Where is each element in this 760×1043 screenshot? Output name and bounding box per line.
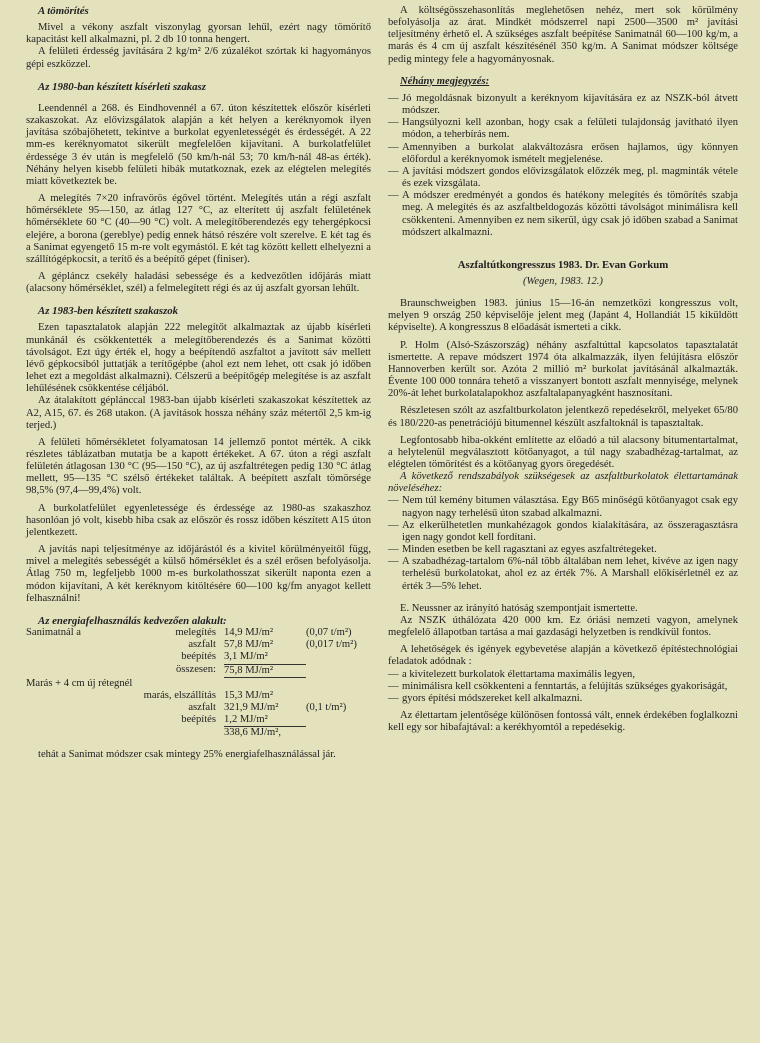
table-row (26, 714, 357, 727)
section-heading-1980: Az 1980-ban készített kísérleti szakasz (38, 80, 206, 93)
section-heading-energy: Az energiafelhasználás kedvezően alakult: (38, 614, 227, 627)
tasks-list (388, 669, 738, 705)
paragraph: A felületi hőmérsékletet folyamatosan 14 jellemző pontot mérték. A cikk részletes táblázatban mutatja be a kapott értékeket. A 67. úton a régi aszfalt felületén átlagosan 130 °C (95—150 °C), az új aszfaltrétegen pedig 130 °C átlag mellett, 95—135 °C szélső értékeket találtak. A beépített aszfalt tömörsége 98,5% (97,4—99,4%) volt. (26, 436, 371, 497)
paragraph: Részletesen szólt az aszfaltburkolaton jelentkező repedésekről, melyeket 65/80 és 180/220-as penetrációjú bitumennel készült aszfaltoknál is tapasztaltak. (388, 405, 738, 429)
table-cell: marás, elszállítás (143, 689, 216, 701)
table-cell: (0,07 t/m²) (306, 627, 352, 639)
list-item: — Az elkerülhetetlen munkahézagok gondos kialakítására, az összeragasztásra igen nagy gondot kell fordítani. (388, 520, 738, 544)
table-cell: 338,6 MJ/m², (224, 727, 282, 739)
list-item: — minimálisra kell csökkenteni a fenntartás, a felújítás szükséges gyakoriságát, (388, 681, 738, 693)
article-source: (Wegen, 1983. 12.) (523, 275, 603, 287)
list-item: — Hangsúlyozni kell azonban, hogy csak a felületi tulajdonság javítható ilyen módon, a teherbírás nem. (388, 117, 738, 141)
list-item: — A módszer eredményét a gondos és hatékony melegítés és tömörítés szabja meg. A melegítés és az aszfaltbeldogozás közötti távolságot minimálisra kell csökkenteni. Amennyiben ez nem sikerül, úgy csak jó időben szabad a Sanimat módszert alkalmazni. (388, 190, 738, 239)
table-row (26, 727, 357, 740)
rules-list (388, 495, 738, 592)
list-item: — gyors építési módszereket kell alkalmazni. (388, 693, 738, 705)
table-cell: aszfalt (188, 639, 216, 651)
table-cell (306, 651, 357, 664)
table-cell: 321,9 MJ/m² (224, 701, 279, 713)
table-cell: Sanimatnál a (26, 627, 82, 639)
table-cell: melegítés (175, 627, 216, 639)
table-cell (26, 714, 104, 727)
table-cell (26, 639, 104, 651)
table-row (26, 677, 357, 690)
list-item: — Jó megoldásnak bizonyult a keréknyom kijavítására ez az NSZK-ból átvett módszer. (388, 93, 738, 117)
table-cell: (0,1 t/m²) (306, 701, 347, 713)
paragraph: A költségösszehasonlítás meglehetősen nehéz, mert sok körülmény befolyásolja az árat. Mindkét módszerrel napi 2500—3500 m² javítási teljesítmény érhető el. A szükséges aszfalt beépítése Sanimatnál 60—100 kg/m, a marás és 4 cm új aszfalt készítésénél 350 kg/m. A Sanimat módszer költsége pedig mintegy fele a hagyományosnak. (388, 5, 738, 65)
table-cell: 15,3 MJ/m² (224, 689, 274, 701)
table-cell: beépítés (181, 651, 216, 663)
left-column (26, 0, 371, 762)
paragraph: Az élettartam jelentősége különösen fontossá vált, ennek érdekében foglalkozni kell egy sor hibafajtával: a kerékhyomtól a repedésekig. (388, 709, 738, 734)
table-cell (26, 664, 104, 677)
table-cell: 57,8 MJ/m² (224, 639, 274, 651)
paragraph: Mivel a vékony aszfalt viszonylag gyorsan lehűl, ezért nagy tömörítő kapacitást kell alkalmazni, pl. 2 db 10 tonna hengert. (26, 22, 371, 46)
paragraph: A javítás napi teljesítménye az időjárástól és a kivitel körülményeitől függ, mivel a melegítés sebességét a külső hőmérséklet és a szél erősen befolyásolja. Átlag 750 m, legfeljebb 1000 m-es burkolathosszat sikerült naponta ezen a módon kijavítani, A két keréknyom kitöltésére 60—100 kg/fm anyagot kellett felhasználni! (26, 544, 371, 604)
table-cell (26, 690, 104, 702)
table-cell: (0,017 t/m²) (306, 639, 357, 651)
paragraph: E. Neussner az irányító hatóság szempontjait ismertette. (400, 602, 638, 614)
article-title: Aszfaltútkongresszus 1983. Dr. Evan Gorkum (457, 258, 669, 271)
paragraph: Braunschweigben 1983. június 15—16-án nemzetközi kongresszus volt, melyen 9 ország 250 képviselője jelent meg (Japánt 4, Hollandiát 15 kiküldött képviselte). A kongresszus 8 előadását ismerteti a cikk. (388, 298, 738, 334)
table-cell: aszfalt (188, 701, 216, 713)
table-cell: 14,9 MJ/m² (224, 627, 274, 639)
table-cell (306, 664, 357, 677)
paragraph: Az NSZK úthálózata 420 000 km. Ez óriási nemzeti vagyon, amelynek megfelelő állapotban tartása a mai gazdasági helyzetben is rendkívül fontos. (388, 614, 738, 639)
paragraph: A burkolatfelület egyenletessége és érdessége az 1980-as szakaszhoz hasonlóan jó volt, kisebb hiba csak az először és rossz időben készített A15 úton jelentkezett. (26, 502, 371, 538)
table-cell (26, 727, 104, 740)
table-row (26, 690, 357, 702)
table-cell: 3,1 MJ/m² (224, 651, 306, 664)
table-cell (104, 727, 224, 740)
table-row (26, 664, 357, 677)
table-cell (306, 714, 357, 727)
table-cell: 1,2 MJ/m² (224, 714, 306, 727)
table-cell (306, 727, 357, 740)
paragraph: tehát a Sanimat módszer csak mintegy 25% energiafelhasználással jár. (38, 749, 336, 761)
list-item: — Nem túl kemény bitumen választása. Egy B65 minőségű kötőanyagot csak egy nagyon nagy terhelésű úton szabad alkalmazni. (388, 495, 738, 519)
table-cell (26, 702, 104, 714)
paragraph: P. Holm (Alsó-Szászország) néhány aszfaltúttal kapcsolatos tapasztalatát ismertette. A repave módszert 1974 óta alkalmazzák, ilyen felújításra először Hannoverben került sor. Azóta 2 millió m² burkolat javításánál alkalmazták. Évente 100 000 tonnára tehető a visszanyert bontott aszfalt mennyisége, melynek 20%-át lehet burkolatalapokhoz aszfaltalapanyagként hasznosítani. (388, 339, 738, 400)
list-item: — A javítási módszert gondos elővizsgálatok előzzék meg, pl. magminták vétele és ezek vizsgálata. (388, 166, 738, 190)
list-item: — a kivitelezett burkolatok élettartama maximális legyen, (388, 669, 738, 681)
paragraph: A felületi érdesség javítására 2 kg/m² 2/6 zúzalékot szórtak ki hagyományos gépi eszközzel. (26, 46, 371, 70)
list-item: — Amennyiben a burkolat alakváltozásra erősen hajlamos, úgy könnyen előfordul a keréknyomok ismételt megjelenése. (388, 142, 738, 166)
table-cell: összesen: (175, 664, 216, 675)
section-heading-compaction: A tömörítés (38, 5, 89, 17)
paragraph: A következő rendszabályok szükségesek az aszfaltburkolatok élettartamának növeléséhez: (388, 471, 738, 495)
table-row (26, 639, 357, 651)
right-column (388, 0, 738, 734)
table-row (26, 627, 357, 639)
table-cell: 75,8 MJ/m² (224, 664, 306, 677)
paragraph: Ezen tapasztalatok alapján 222 melegítőt alkalmaztak az újabb kísérleti munkánál és csökkentették a melegítőberendezés és a Sanimat közötti távolságot. Ezt úgy érték el, hogy a beépítendő aszfaltot a javított sáv mellett lévő gépkocsiból juttatják a terítőgépbe (ahol ezt nem lehet, ott csak jó időben lehet ezt a megoldást alkalmazni). Célszerű a beépítőgép melegítése is az aszfalt lehűlésének csökkentése céljából. (26, 322, 371, 395)
list-item: — A szabadhézag-tartalom 6%-nál több általában nem lehet, kivéve az igen nagy terhelésű burkolatokat, ahol ez az érték 7%. A Marshall előkísérletnél ez az érték 3—5% lehet. (388, 556, 738, 592)
energy-table (26, 627, 357, 739)
table-row (26, 702, 357, 714)
paragraph: A gépláncz csekély haladási sebessége és a kedvezőtlen időjárás miatt (alacsony hőmérséklet, szél) a felmelegített régi és az új aszfalt gyorsan lehűlt. (26, 270, 371, 295)
paragraph: Legfontosabb hiba-okként említette az előadó a túl alacsony bitumentartalmat, a helytelenül megválasztott kötőanyagot, a túl nagy szabadhézag-tartalmat, az elégtelen tömörítést és a kötőanyag gyors öregedését. (388, 434, 738, 470)
paragraph: Leendennél a 268. és Eindhovennél a 67. úton készítettek először kísérleti szakaszokat. Az elővizsgálatok alapján a két helyen a keréknyomok ilyen javítása szóbajöhetett, tekintve a burkolat egyenletességét és érdességét. A 22 mm-es keréknyomatot sikerült megfelelően kijavítani. A burkolatfelület érdessége 3 év után is megfelelő (50 km/h-nál 53; 70 km/h-nál 48-as érték). Néhány helyen kisebb felületi hibák mutatkoznak, ezek az elégtelen melegítés miatt következtek be. (26, 102, 371, 187)
notes-list (388, 93, 738, 239)
table-cell: beépítés (181, 714, 216, 726)
table-cell: Marás + 4 cm új rétegnél (26, 677, 133, 689)
notes-heading: Néhány megjegyzés: (400, 75, 490, 87)
table-cell (26, 651, 104, 664)
table-cell (306, 690, 357, 702)
paragraph: A melegítés 7×20 infravörös égővel történt. Melegítés után a régi aszfalt hőmérséklete 95—150, az átlag 127 °C, az elterített új aszfalt felületének hőmérséklete 60 °C (40—90 °C) volt. A melegítőberendezés egy tehergépkocsi elejére, a borona (gereblye) pedig ennek hátsó részére volt szerelve. E két tag és a Sanimat egyengető 15 m-re volt egymástól. E két tag között kellett elhelyezni a szállítógépkocsit, a terítő és a beépítő gépet (finiser). (26, 193, 371, 265)
paragraph: A lehetőségek és igények egybevetése alapján a következő építéstechnológiai feladatok adódnak : (388, 644, 738, 668)
table-row (26, 651, 357, 664)
paragraph: Az átalakított géplánccal 1983-ban újabb kísérleti szakaszokat készítettek az A2, A15, 67. és 268 utakon. (A javítások hossza néhány száz métertől 2,5 km-ig terjed.) (26, 395, 371, 431)
list-item: — Minden esetben be kell ragasztani az egyes aszfaltrétegeket. (388, 544, 738, 556)
section-heading-1983: Az 1983-ben készített szakaszok (38, 305, 179, 318)
